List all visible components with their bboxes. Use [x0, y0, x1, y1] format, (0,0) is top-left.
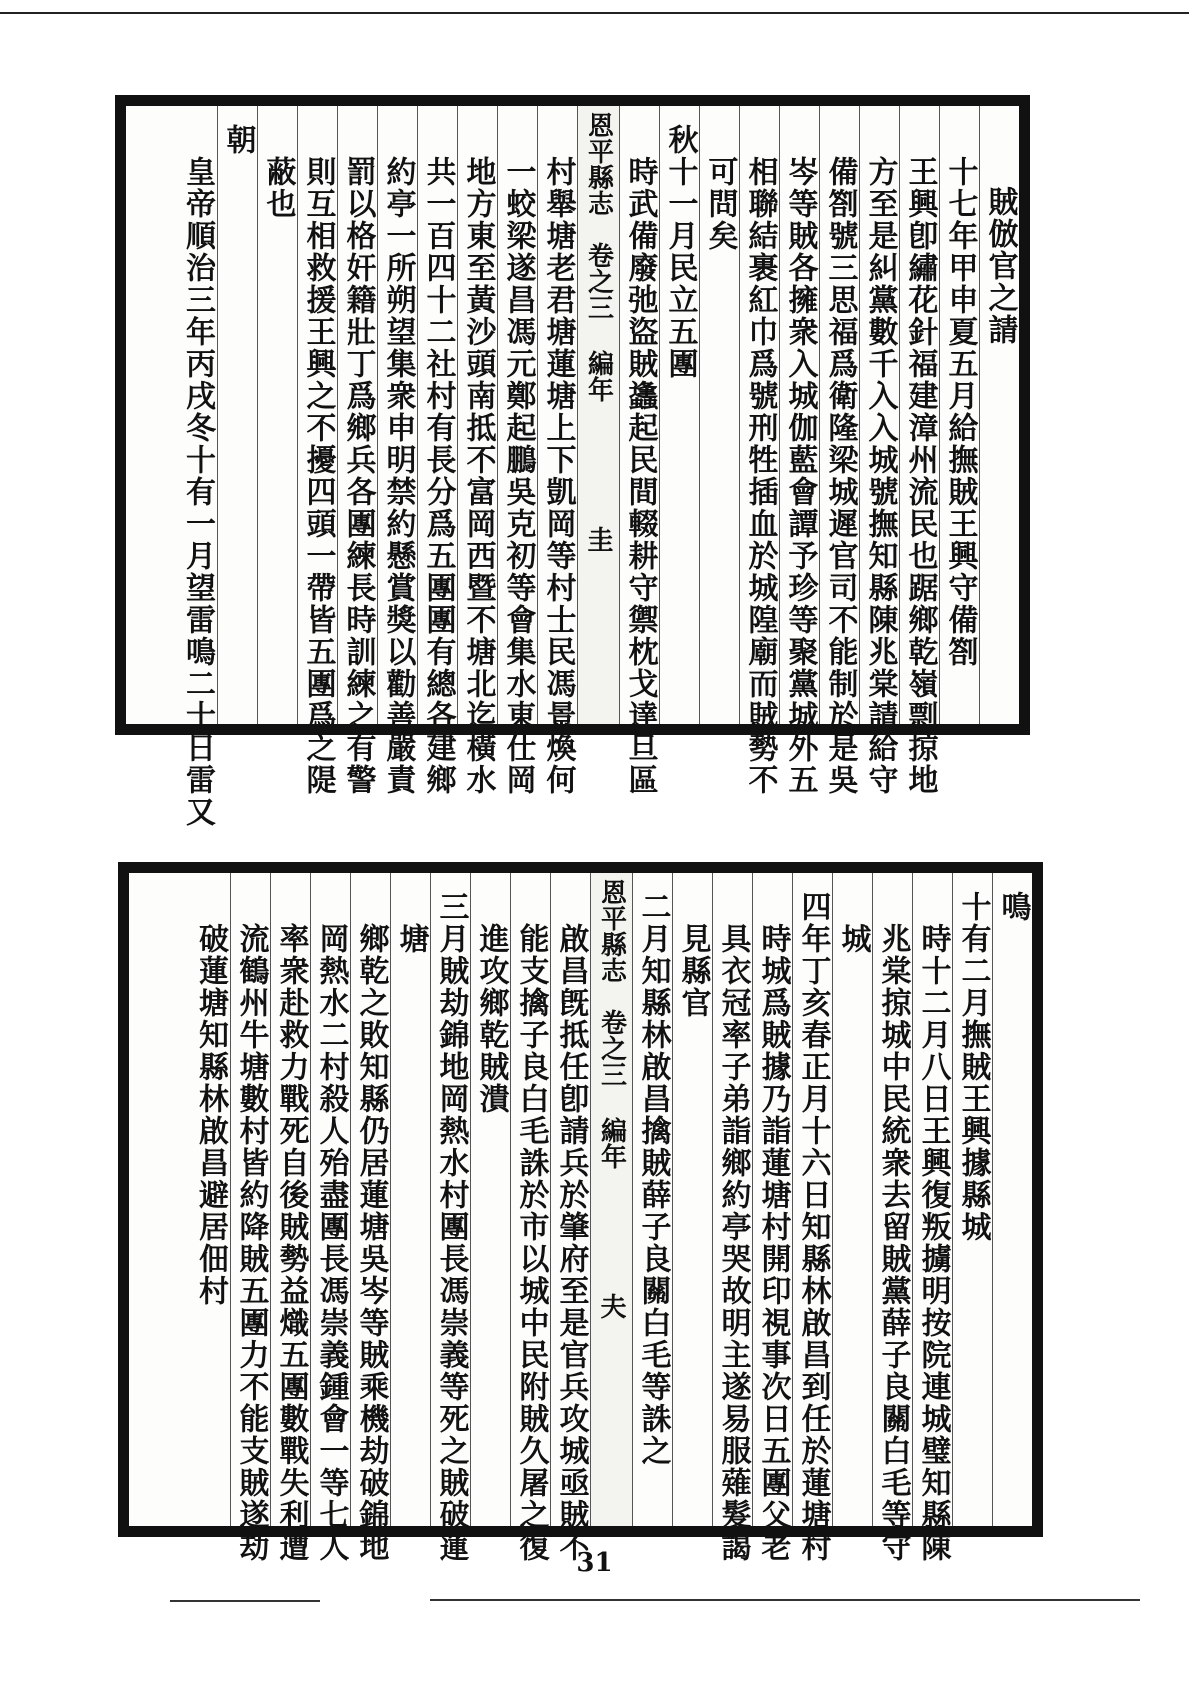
column-text: 則互相救援王興之不擾四頭一帶皆五團爲之隄	[300, 156, 336, 796]
text-column	[819, 106, 859, 796]
text-column	[297, 106, 337, 796]
top-page-columns	[126, 106, 1019, 828]
column-text: 城	[835, 923, 871, 955]
text-column	[430, 873, 470, 1563]
text-column	[859, 106, 899, 796]
spine-title: 恩平縣志 卷之三 編年	[596, 879, 627, 1169]
column-text: 率衆赴救力戰死自後賊勢益熾五團數戰失利遭	[273, 923, 309, 1563]
text-column	[792, 873, 832, 1563]
column-text: 可問矣	[702, 156, 738, 252]
text-column	[939, 106, 979, 724]
page-spine	[577, 106, 619, 724]
top-rule	[0, 12, 1189, 14]
text-column	[550, 873, 590, 1563]
column-text: 進攻鄉乾賊潰	[473, 923, 509, 1115]
text-column	[510, 873, 550, 1563]
column-text: 破蓮塘知縣林啟昌避居佃村	[193, 923, 228, 1307]
text-column	[739, 106, 779, 796]
column-text: 皇帝順治三年丙戌冬十有一月望雷鳴二十日雷又	[180, 156, 215, 828]
column-text: 岡熱水二村殺人殆盡團長馮崇義鍾會一等七人	[313, 923, 349, 1563]
column-text: 岑等賊各擁衆入城伽藍會譚予珍等聚黨城外五	[782, 156, 818, 796]
text-column	[712, 873, 752, 1563]
column-text: 秋十一月民立五團	[662, 124, 698, 380]
text-column	[832, 873, 872, 1526]
text-column	[672, 873, 712, 1526]
column-text: 十有二月撫賊王興據縣城	[955, 891, 991, 1243]
text-column	[257, 106, 297, 724]
bottom-rule	[170, 1600, 320, 1602]
column-text: 時十二月八日王興復叛擄明按院連城璧知縣陳	[915, 923, 951, 1563]
text-column	[619, 106, 659, 796]
column-text: 備劄號三思福爲衛隆梁城遲官司不能制於是吳	[822, 156, 858, 796]
folio-number: 夫	[596, 1293, 626, 1319]
text-column	[912, 873, 952, 1563]
column-text: 流鶴州牛塘數村皆約降賊五團力不能支賊遂劫	[233, 923, 269, 1563]
column-text: 相聯結裹紅巾爲號刑牲插血於城隍廟而賊勢不	[742, 156, 778, 796]
page-spine	[590, 873, 632, 1526]
text-column	[752, 873, 792, 1563]
text-column	[632, 873, 672, 1526]
column-text: 時武備廢弛盜賊蠭起民間輟耕守禦枕戈達旦區	[622, 156, 658, 796]
column-text: 啟昌旣抵任卽請兵於肇府至是官兵攻城亟賊不	[553, 923, 589, 1563]
column-text: 鳴	[995, 891, 1031, 923]
column-text: 四年丁亥春正月十六日知縣林啟昌到任於蓮塘村	[795, 891, 831, 1563]
column-text: 兆棠掠城中民統衆去留賊黨薛子良關白毛等守	[875, 923, 911, 1563]
folio-number: 圭	[583, 526, 613, 552]
column-text: 朝	[220, 124, 256, 156]
column-text: 十七年甲申夏五月給撫賊王興守備劄	[942, 156, 978, 668]
text-column	[779, 106, 819, 796]
text-column	[952, 873, 992, 1526]
column-text: 罰以格奸籍壯丁爲鄉兵各團練長時訓練之有警	[340, 156, 376, 796]
text-column	[497, 106, 537, 796]
column-text: 賊倣官之請	[982, 186, 1018, 346]
text-column	[177, 106, 217, 828]
text-column	[899, 106, 939, 796]
top-page-block	[115, 95, 1030, 828]
text-column	[390, 873, 430, 1526]
text-column	[537, 106, 577, 796]
text-column	[190, 873, 230, 1526]
text-column	[457, 106, 497, 796]
spine-title: 恩平縣志 卷之三 編年	[583, 112, 614, 402]
bottom-rule	[430, 1599, 1140, 1601]
column-text: 村舉塘老君塘蓮塘上下凱岡等村士民馮景煥何	[540, 156, 576, 796]
text-column	[470, 873, 510, 1526]
column-text: 具衣冠率子弟詣鄉約亭哭故明主遂易服薙髮謁	[715, 923, 751, 1563]
text-column	[659, 106, 699, 724]
text-column	[979, 106, 1019, 724]
column-text: 能支擒子良白毛誅於市以城中民附賊久屠之復	[513, 923, 549, 1563]
column-text: 塘	[393, 923, 429, 955]
page-number: 31	[576, 1548, 613, 1578]
text-column	[699, 106, 739, 724]
column-text: 王興卽繡花針福建漳州流民也踞鄉乾嶺剽掠地	[902, 156, 938, 796]
column-text: 蔽也	[260, 156, 296, 220]
text-column	[992, 873, 1032, 1526]
column-text: 一蛟梁遂昌馮元鄭起鵬吳克初等會集水東仕岡	[500, 156, 536, 796]
column-text: 鄉乾之敗知縣仍居蓮塘吳岑等賊乘機劫破錦地	[353, 923, 389, 1563]
column-text: 方至是糾黨數千入入城號撫知縣陳兆棠請給守	[862, 156, 898, 796]
text-column	[270, 873, 310, 1563]
column-text: 見縣官	[675, 923, 711, 1019]
text-column	[337, 106, 377, 796]
text-column	[872, 873, 912, 1563]
text-column	[350, 873, 390, 1563]
column-text: 三月賊劫錦地岡熱水村團長馮崇義等死之賊破蓮	[433, 891, 469, 1563]
column-text: 時城爲賊據乃詣蓮塘村開印視事次日五團父老	[755, 923, 791, 1563]
column-text: 二月知縣林啟昌擒賊薛子良關白毛等誅之	[635, 891, 671, 1467]
text-column	[310, 873, 350, 1563]
text-column	[230, 873, 270, 1563]
text-column	[217, 106, 257, 724]
column-text: 地方東至黃沙頭南抵不富岡西暨不塘北迄橫水	[460, 156, 496, 796]
column-text: 約亭一所朔望集衆申明禁約懸賞獎以勸善嚴責	[380, 156, 416, 796]
text-column	[377, 106, 417, 796]
text-column	[417, 106, 457, 796]
column-text: 共一百四十二社村有長分爲五團團有總各建鄉	[420, 156, 456, 796]
